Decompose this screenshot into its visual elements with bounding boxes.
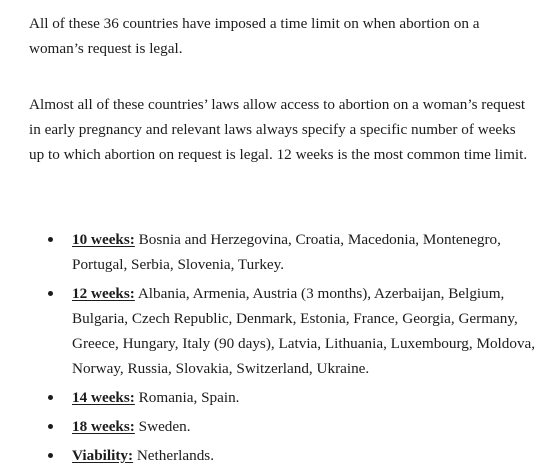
bullet-icon (48, 291, 53, 296)
intro-paragraph: All of these 36 countries have imposed a time limit on when abortion on a woman’s request is legal. (29, 15, 480, 57)
detail-paragraph: Almost all of these countries’ laws allow access to abortion on a woman’s request in early pregnancy and relevant laws always specify a specific number of weeks up to which abortion on request is legal. 12 weeks is the most common time limit. (29, 96, 528, 163)
list-item (0, 227, 550, 277)
list-item-countries: Albania, Armenia, Austria (3 months), Azerbaijan, Belgium, Bulgaria, Czech Republic, Denmark, Estonia, France, Georgia, Germany, Greece, Hungary, Italy (90 days), Latvia, Lithuania, Luxembourg, Moldova, Norway, Russia, Slovakia, Switzerland, Ukraine. (72, 285, 536, 377)
list-item-countries: Bosnia and Herzegovina, Croatia, Macedonia, Montenegro, Portugal, Serbia, Slovenia, Turkey. (72, 231, 501, 273)
list-item-countries: Romania, Spain. (138, 389, 240, 406)
bullet-icon (48, 395, 53, 400)
bullet-icon (48, 424, 53, 429)
list-item (0, 281, 550, 381)
list-item-term: 14 weeks: (72, 389, 135, 406)
list-item-term: 10 weeks: (72, 231, 135, 248)
list-item-term: 18 weeks: (72, 418, 135, 435)
list-item (0, 414, 550, 439)
list-item-term: 12 weeks: (72, 285, 135, 302)
list-item (0, 385, 550, 410)
list-item-term: Viability: (72, 447, 134, 464)
list-item-countries: Sweden. (138, 418, 191, 435)
bullet-icon (48, 237, 53, 242)
bullet-icon (48, 453, 53, 458)
list-item-countries: Netherlands. (136, 447, 215, 464)
time-limit-list (0, 227, 550, 472)
list-item (0, 443, 550, 468)
